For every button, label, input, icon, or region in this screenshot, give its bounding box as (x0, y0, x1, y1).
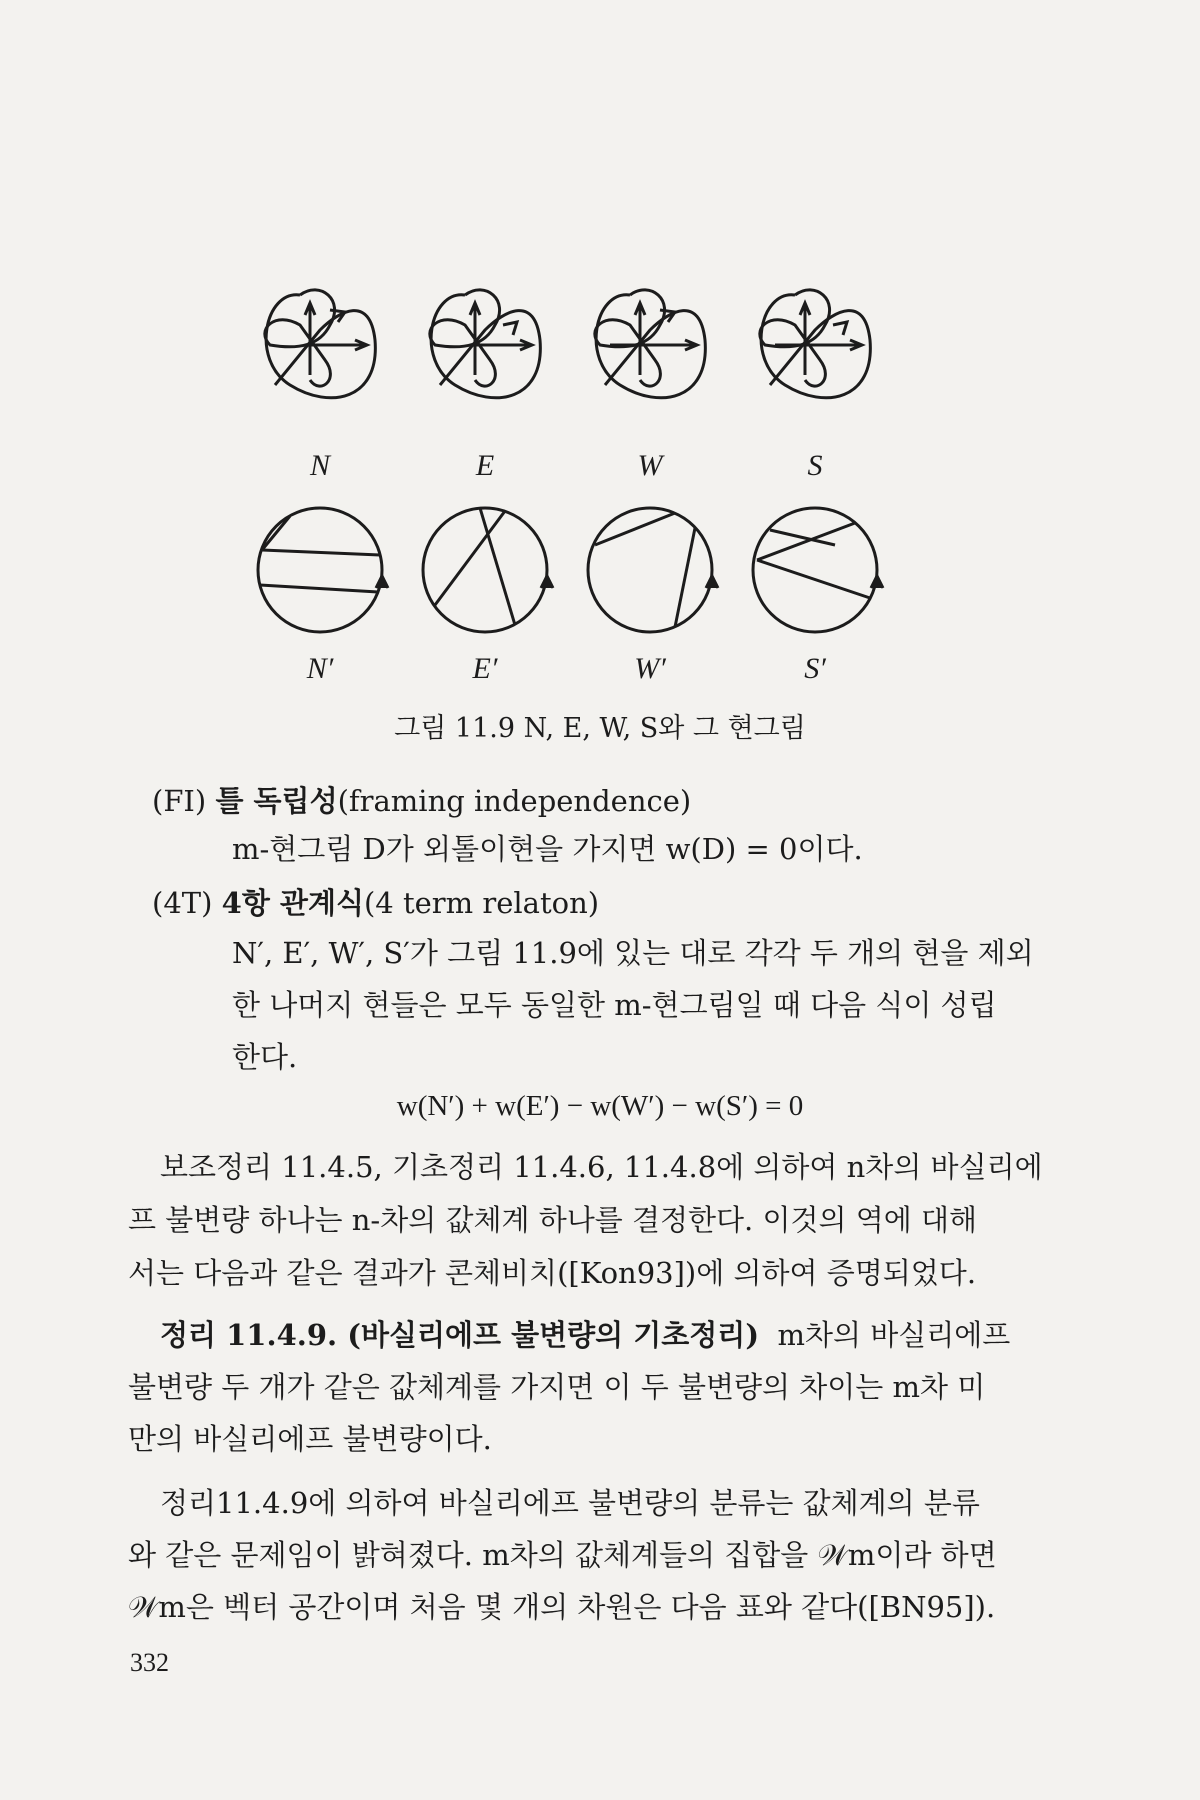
knot-diagrams (240, 270, 960, 710)
t4-line-3: 한다. (232, 1040, 298, 1074)
label-N-prime: N′ (306, 652, 334, 685)
chord-diagram-N (258, 508, 388, 632)
knot-S-drawing (760, 290, 871, 398)
chord-diagram-W (588, 508, 718, 632)
para2-line-3: 𝒲m은 벡터 공간이며 처음 몇 개의 차원은 다음 표와 같다([BN95]). (128, 1590, 996, 1624)
figure-caption: 그림 11.9 N, E, W, S와 그 현그림 (394, 713, 806, 744)
label-E: E (475, 449, 495, 482)
theorem-line-2: 불변량 두 개가 같은 값체계를 가지면 이 두 불변량의 차이는 m차 미 (128, 1370, 986, 1404)
knot-E-drawing (430, 290, 541, 398)
para2-line-1: 정리11.4.9에 의하여 바실리에프 불변량의 분류는 값체계의 분류 (160, 1486, 980, 1520)
label-S-prime: S′ (804, 652, 826, 685)
theorem-first-line (160, 1318, 1010, 1353)
knot-W-drawing (595, 290, 706, 398)
t4-title-en: (4 term relaton) (363, 886, 600, 920)
chord-diagram-S (753, 508, 883, 632)
fi-statement: m-현그림 D가 외톨이현을 가지면 w(D) = 0이다. (232, 832, 863, 866)
theorem-head: 정리 11.4.9. (바실리에프 불변량의 기초정리) (160, 1318, 760, 1352)
para1-line-2: 프 불변량 하나는 n-차의 값체계 하나를 결정한다. 이것의 역에 대해 (128, 1203, 978, 1237)
theorem-line-3: 만의 바실리에프 불변량이다. (128, 1422, 492, 1456)
knot-N-drawing (265, 290, 376, 398)
page-number: 332 (130, 1648, 169, 1677)
fi-heading (152, 784, 691, 819)
label-W-prime: W′ (634, 652, 666, 685)
para2-line-2: 와 같은 문제임이 밝혀졌다. m차의 값체계들의 집합을 𝒲m이라 하면 (128, 1538, 997, 1572)
label-N: N (309, 449, 331, 482)
theorem-line-1: m차의 바실리에프 (777, 1318, 1011, 1352)
para1-line-3: 서는 다음과 같은 결과가 콘체비치([Kon93])에 의하여 증명되었다. (128, 1256, 977, 1290)
para1-line-1: 보조정리 11.4.5, 기초정리 11.4.6, 11.4.8에 의하여 n차의 바실리에 (160, 1150, 1043, 1184)
fi-title-en: (framing independence) (337, 784, 692, 818)
label-E-prime: E′ (472, 652, 498, 685)
t4-heading (152, 886, 599, 921)
fi-title: 틀 독립성 (215, 784, 338, 818)
figure-11-9 (240, 270, 960, 710)
chord-diagram-E (423, 508, 553, 632)
t4-line-1: N′, E′, W′, S′가 그림 11.9에 있는 대로 각각 두 개의 현을 제외 (232, 936, 1034, 970)
t4-line-2: 한 나머지 현들은 모두 동일한 m-현그림일 때 다음 식이 성립 (232, 988, 997, 1022)
label-S: S (807, 449, 823, 482)
t4-title: 4항 관계식 (221, 886, 364, 920)
t4-tag: (4T) (152, 886, 213, 920)
label-W: W (637, 449, 663, 482)
four-term-formula: w(N′) + w(E′) − w(W′) − w(S′) = 0 (396, 1090, 804, 1122)
fi-tag: (FI) (152, 784, 207, 818)
